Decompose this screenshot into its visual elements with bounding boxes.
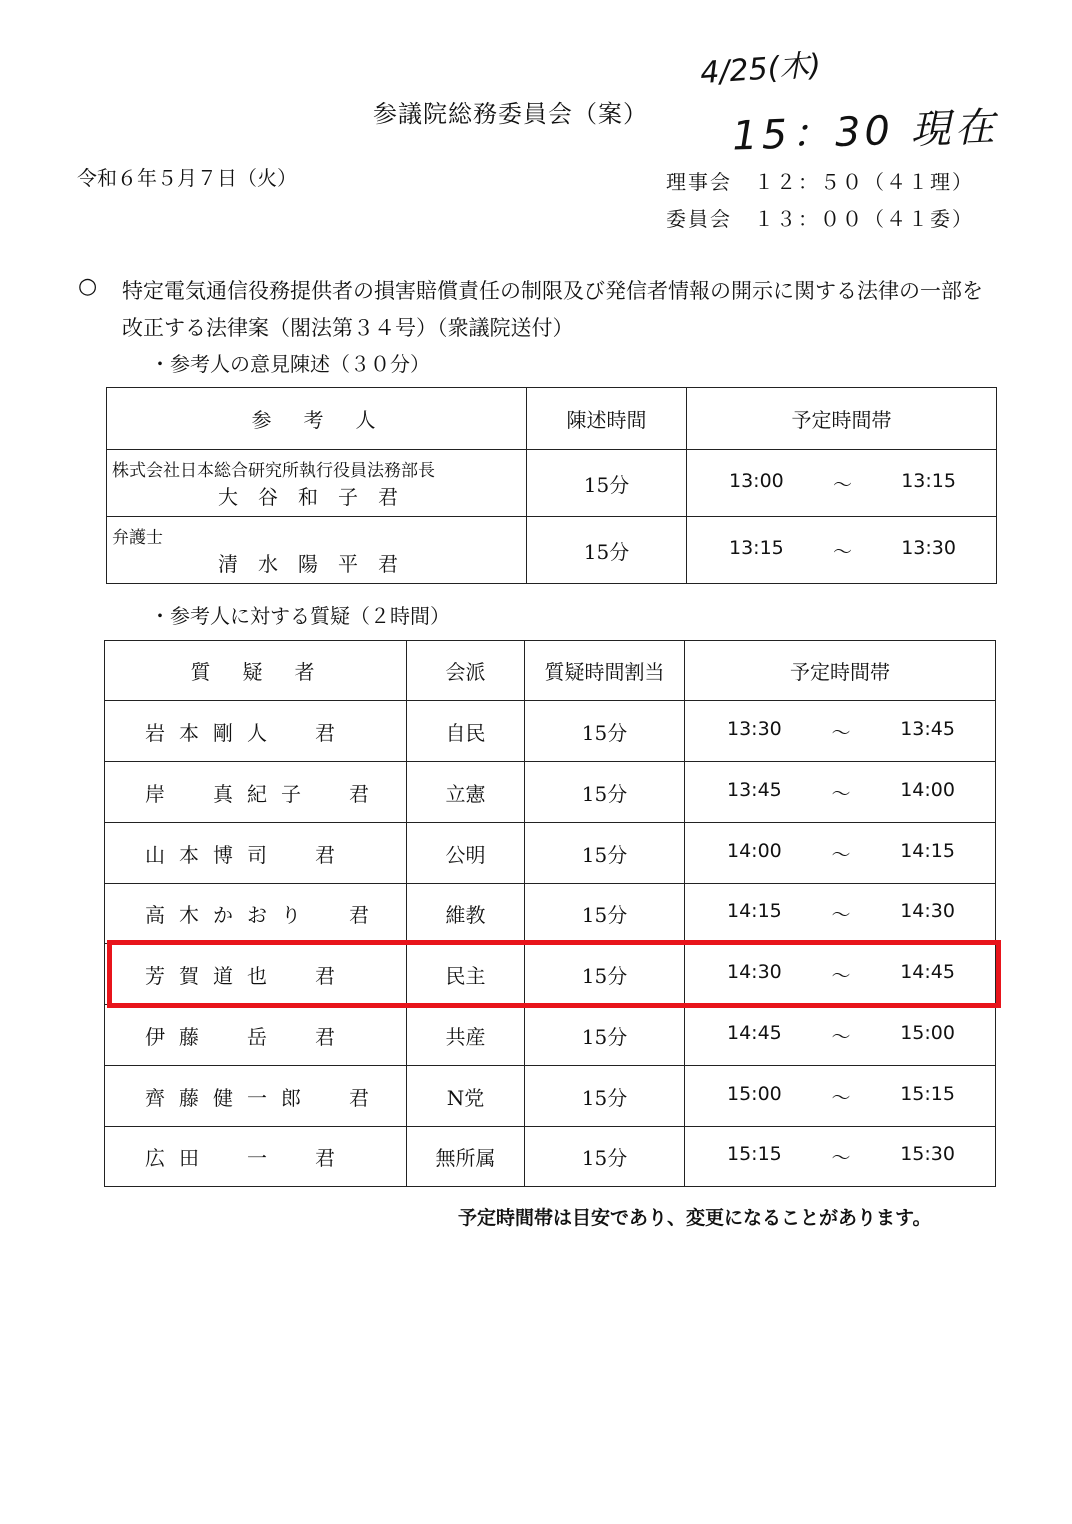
time-slot-cell: 13:45 ～ 14:00 [685,762,996,823]
questioner-table [104,640,996,1187]
highlight-box [107,940,1001,1008]
header-allocation: 質疑時間割当 [525,641,685,701]
witness-org: 株式会社日本総合研究所執行役員法務部長 [112,461,435,481]
header-time-slot: 予定時間帯 [687,388,997,450]
table-row [105,1127,996,1187]
table-row [105,884,996,944]
time-slot-cell: 13:00 ～ 13:15 [687,450,997,517]
schedule-committee: 委員会 １３：００（４１委） [666,207,974,231]
header-questioner: 質 疑 者 [105,641,407,701]
party-cell: 公明 [407,823,525,884]
duration-cell: 15分 [527,450,687,517]
duration-cell: 15分 [525,1005,685,1066]
table-header-row [107,388,997,450]
time-slot-cell: 13:30 ～ 13:45 [685,701,996,762]
questioner-name: 芳賀道也 君 [105,944,407,1005]
witness-name: 清水陽平君 [218,552,418,576]
footnote: 予定時間帯は目安であり、変更になることがあります。 [458,1207,932,1229]
questioner-name: 伊藤 岳 君 [105,1005,407,1066]
bill-title: 特定電気通信役務提供者の損害賠償責任の制限及び発信者情報の開示に関する法律の一部を改正する法律案（閣法第３４号）（衆議院送付） [122,279,983,340]
party-cell: 自民 [407,701,525,762]
table-header-row [105,641,996,701]
witness-name: 大谷和子君 [218,485,418,509]
duration-cell: 15分 [525,1066,685,1127]
questioner-name: 高木かおり 君 [105,884,407,944]
table-row [105,762,996,823]
questioner-name: 広田 一 君 [105,1127,407,1187]
party-cell: 共産 [407,1005,525,1066]
document-title: 参議院総務委員会（案） [373,100,648,128]
schedule-board: 理事会 １２：５０（４１理） [666,170,974,194]
questioner-name: 山本博司 君 [105,823,407,884]
party-cell: 立憲 [407,762,525,823]
time-slot-cell: 15:00 ～ 15:15 [685,1066,996,1127]
duration-cell: 15分 [525,823,685,884]
questioner-name: 岩本剛人 君 [105,701,407,762]
time-slot-cell: 14:30 ～ 14:45 [685,944,996,1005]
questioner-name: 齊藤健一郎 君 [105,1066,407,1127]
party-cell: N党 [407,1066,525,1127]
witness-cell [107,450,527,517]
header-time-slot: 予定時間帯 [685,641,996,701]
table-row [105,1066,996,1127]
section1-heading: ・参考人の意見陳述（３０分） [150,352,430,376]
duration-cell: 15分 [527,517,687,584]
header-witness: 参 考 人 [107,388,527,450]
duration-cell: 15分 [525,1127,685,1187]
duration-cell: 15分 [525,762,685,823]
duration-cell: 15分 [525,944,685,1005]
table-row [105,823,996,884]
questioner-name: 岸 真紀子 君 [105,762,407,823]
meeting-date: 令和６年５月７日（火） [77,166,297,190]
handwritten-time: 15：30 現在 [731,104,1000,160]
section2-heading: ・参考人に対する質疑（２時間） [150,604,450,628]
witness-table [106,387,997,584]
witness-cell [107,517,527,584]
time-slot-cell: 14:45 ～ 15:00 [685,1005,996,1066]
party-cell: 無所属 [407,1127,525,1187]
time-slot-cell: 15:15 ～ 15:30 [685,1127,996,1187]
party-cell: 民主 [407,944,525,1005]
handwritten-date: 4/25(木) [699,47,823,92]
time-slot-cell: 14:15 ～ 14:30 [685,884,996,944]
table-row [105,1005,996,1066]
duration-cell: 15分 [525,884,685,944]
time-slot-cell: 13:15 ～ 13:30 [687,517,997,584]
time-slot-cell: 14:00 ～ 14:15 [685,823,996,884]
table-row [107,450,997,517]
party-cell: 維教 [407,884,525,944]
header-party: 会派 [407,641,525,701]
table-row [107,517,997,584]
witness-org: 弁護士 [112,528,163,548]
bill-bullet: ○ [78,274,98,299]
header-duration: 陳述時間 [527,388,687,450]
table-row [105,701,996,762]
duration-cell: 15分 [525,701,685,762]
